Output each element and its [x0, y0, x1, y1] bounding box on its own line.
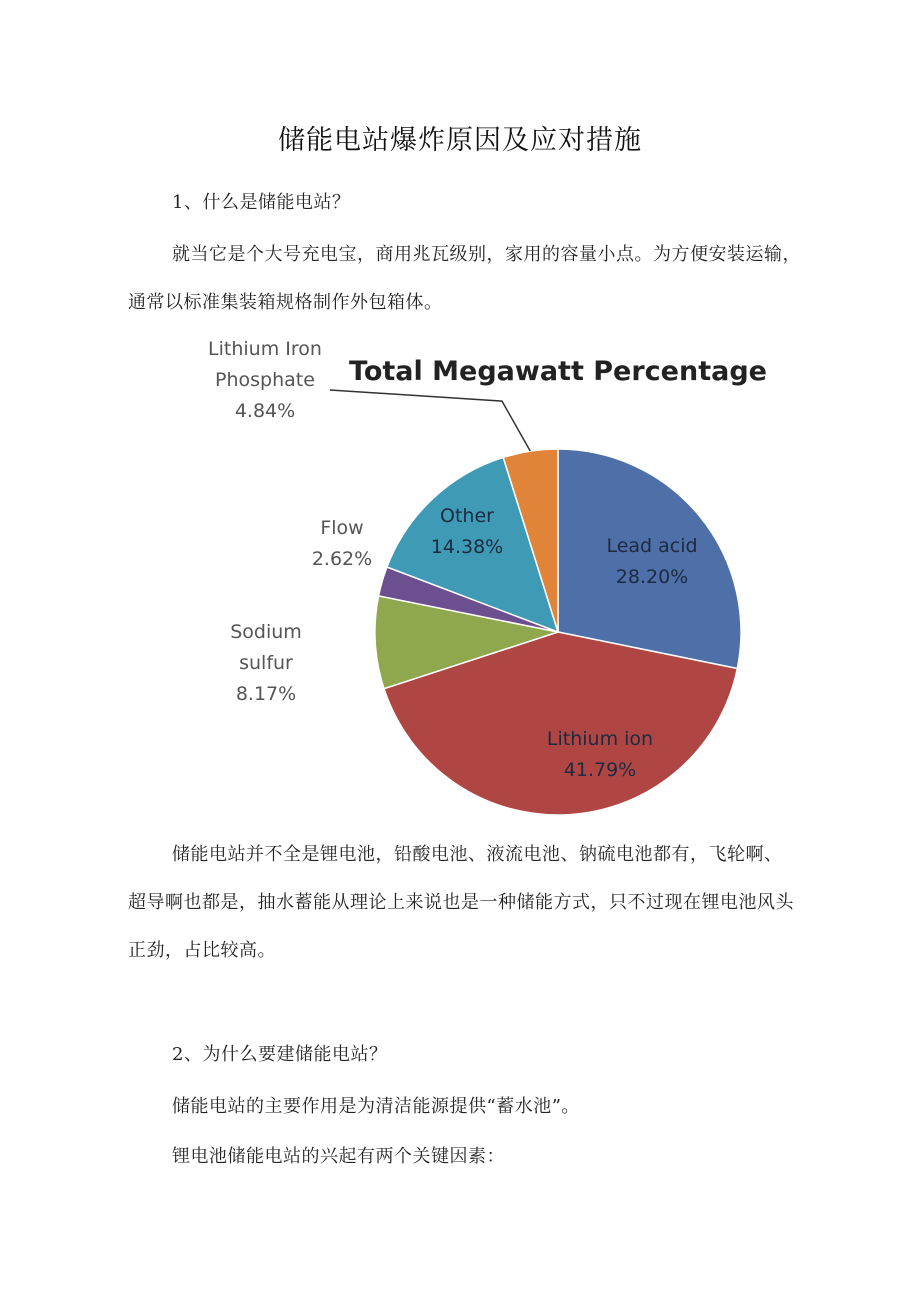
pie-slice-lead-acid	[558, 449, 741, 669]
section-1-paragraph-2-line-1: 储能电站并不全是锂电池，铅酸电池、液流电池、钠硫电池都有，飞轮啊、	[172, 844, 783, 865]
slice-label-lead-acid: Lead acid 28.20%	[606, 535, 698, 588]
slice-label-lithium-iron-phosphate: Lithium Iron Phosphate 4.84%	[208, 338, 322, 422]
section-2-heading: 2、为什么要建储能电站？	[172, 1044, 388, 1065]
section-2-paragraph-2: 锂电池储能电站的兴起有两个关键因素：	[172, 1146, 505, 1167]
slice-label-flow: Flow 2.62%	[311, 517, 373, 570]
slice-label-other: Other 14.38%	[430, 505, 504, 558]
section-1-paragraph-1-line-2: 通常以标准集装箱规格制作外包箱体。	[128, 292, 443, 313]
section-2-paragraph-1: 储能电站的主要作用是为清洁能源提供“蓄水池”。	[172, 1096, 580, 1117]
section-1-paragraph-2-line-3: 正劲，占比较高。	[128, 940, 276, 961]
slice-label-sodium-sulfur: Sodium sulfur 8.17%	[230, 621, 302, 705]
section-1-paragraph-1-line-1: 就当它是个大号充电宝，商用兆瓦级别，家用的容量小点。为方便安装运输，	[172, 244, 801, 265]
page-title: 储能电站爆炸原因及应对措施	[278, 125, 642, 156]
leader-line	[330, 390, 530, 451]
section-1-paragraph-2-line-2: 超导啊也都是，抽水蓄能从理论上来说也是一种储能方式，只不过现在锂电池风头	[128, 892, 794, 913]
section-1-heading: 1、什么是储能电站？	[172, 192, 351, 213]
slice-label-lithium-ion: Lithium ion 41.79%	[546, 728, 654, 781]
chart-title: Total Megawatt Percentage	[349, 356, 767, 387]
pie-chart	[190, 330, 770, 830]
